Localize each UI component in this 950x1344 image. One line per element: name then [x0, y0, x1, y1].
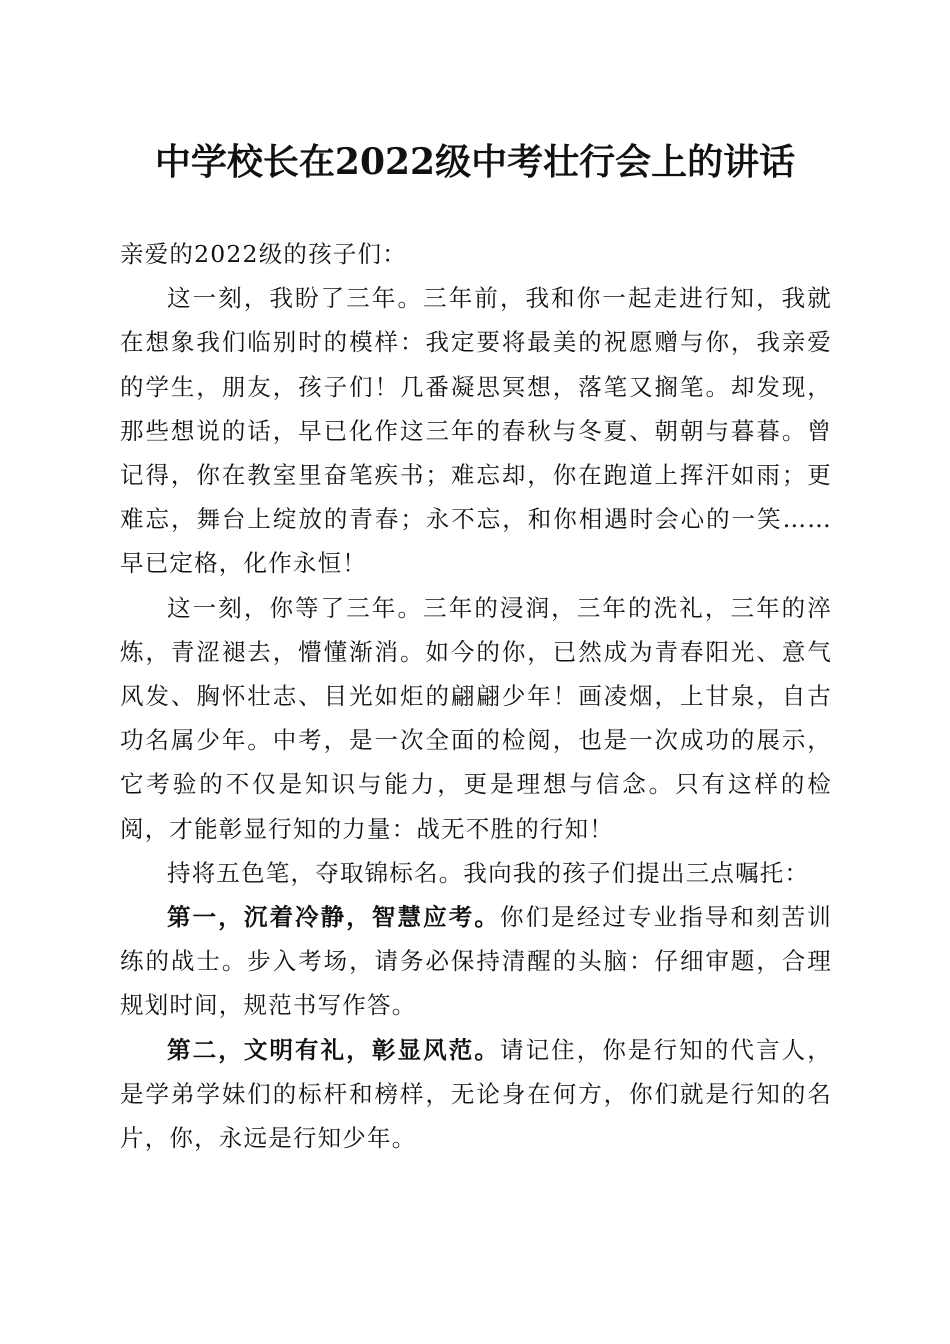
- point-1: [120, 895, 832, 1028]
- document-body: [120, 232, 832, 1160]
- salutation: 亲爱的2022级的孩子们：: [120, 240, 407, 268]
- point-1-heading: 第一，沉着冷静，智慧应考。: [167, 903, 500, 932]
- paragraph-1: 这一刻，我盼了三年。三年前，我和你一起走进行知，我就在想象我们临别时的模样：我定要将最美的祝愿赠与你，我亲爱的学生，朋友，孩子们！几番凝思冥想，落笔又搁笔。却发现，那些想说的话，早已化作这三年的春秋与冬夏、朝朝与暮暮。曾记得，你在教室里奋笔疾书；难忘却，你在跑道上挥汗如雨；更难忘，舞台上绽放的青春；永不忘，和你相遇时会心的一笑……早已定格，化作永恒！: [120, 284, 832, 578]
- document-title: 中学校长在2022级中考壮行会上的讲话: [154, 141, 796, 183]
- point-2-text: 请记住，你是行知的代言人，是学弟学妹们的标杆和榜样，无论身在何方，你们就是行知的名片，你，永远是行知少年。: [120, 1035, 832, 1153]
- point-2-heading: 第二，文明有礼，彰显风范。: [167, 1035, 500, 1064]
- point-2: [120, 1028, 832, 1161]
- point-1-text: 你们是经过专业指导和刻苦训练的战士。步入考场，请务必保持清醒的头脑：仔细审题，合理规划时间，规范书写作答。: [120, 903, 832, 1020]
- paragraph-3: 持将五色笔，夺取锦标名。我向我的孩子们提出三点嘱托：: [167, 858, 810, 887]
- paragraph-2: 这一刻，你等了三年。三年的浸润，三年的洗礼，三年的淬炼，青涩褪去，懵懂渐消。如今的你，已然成为青春阳光、意气风发、胸怀壮志、目光如炬的翩翩少年！画凌烟，上甘泉，自古功名属少年。中考，是一次全面的检阅，也是一次成功的展示，它考验的不仅是知识与能力，更是理想与信念。只有这样的检阅，才能彰显行知的力量：战无不胜的行知！: [120, 593, 832, 843]
